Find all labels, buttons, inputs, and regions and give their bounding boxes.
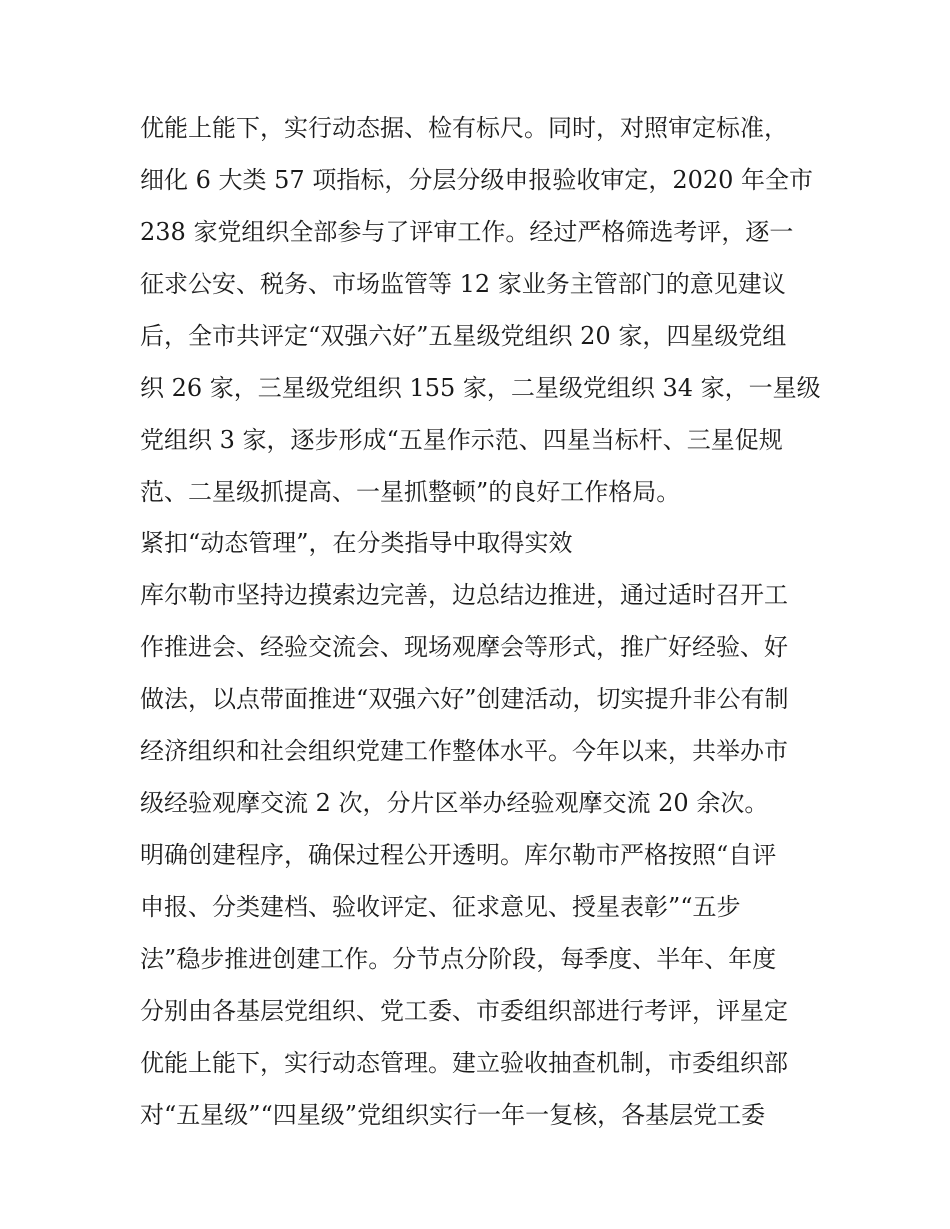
paragraph-line: 法”稳步推进创建工作。分节点分阶段，每季度、半年、年度 xyxy=(140,945,777,973)
paragraph-line: 238 家党组织全部参与了评审工作。经过严格筛选考评，逐一 xyxy=(140,218,794,246)
paragraph-line: 级经验观摩交流 2 次，分片区举办经验观摩交流 20 余次。 xyxy=(140,789,769,817)
paragraph-line: 经济组织和社会组织党建工作整体水平。今年以来，共举办市 xyxy=(140,737,788,765)
paragraph-line: 明确创建程序，确保过程公开透明。库尔勒市严格按照“自评 xyxy=(140,841,777,869)
paragraph-line: 申报、分类建档、验收评定、征求意见、授星表彰”“五步 xyxy=(140,893,741,921)
paragraph-line: 分别由各基层党组织、党工委、市委组织部进行考评，评星定 xyxy=(140,997,788,1025)
paragraph-line: 做法，以点带面推进“双强六好”创建活动，切实提升非公有制 xyxy=(140,685,789,713)
paragraph-line: 细化 6 大类 57 项指标，分层分级申报验收审定，2020 年全市 xyxy=(140,166,814,194)
paragraph-line: 征求公安、税务、市场监管等 12 家业务主管部门的意见建议 xyxy=(140,270,786,298)
paragraph-line: 后，全市共评定“双强六好”五星级党组织 20 家，四星级党组 xyxy=(140,322,787,350)
paragraph-line: 作推进会、经验交流会、现场观摩会等形式，推广好经验、好 xyxy=(140,633,788,661)
section-heading: 紧扣“动态管理”，在分类指导中取得实效 xyxy=(140,529,573,557)
paragraph-line: 织 26 家，三星级党组织 155 家，二星级党组织 34 家，一星级 xyxy=(140,374,821,402)
paragraph-line: 对“五星级”“四星级”党组织实行一年一复核，各基层党工委 xyxy=(140,1101,766,1129)
paragraph-line: 优能上能下，实行动态据、检有标尺。同时，对照审定标准， xyxy=(140,114,788,142)
paragraph-line: 库尔勒市坚持边摸索边完善，边总结边推进，通过适时召开工 xyxy=(140,581,788,609)
paragraph-line: 范、二星级抓提高、一星抓整顿”的良好工作格局。 xyxy=(140,478,681,506)
paragraph-line: 党组织 3 家，逐步形成“五星作示范、四星当标杆、三星促规 xyxy=(140,426,783,454)
paragraph-line: 优能上能下，实行动态管理。建立验收抽查机制，市委组织部 xyxy=(140,1049,788,1077)
